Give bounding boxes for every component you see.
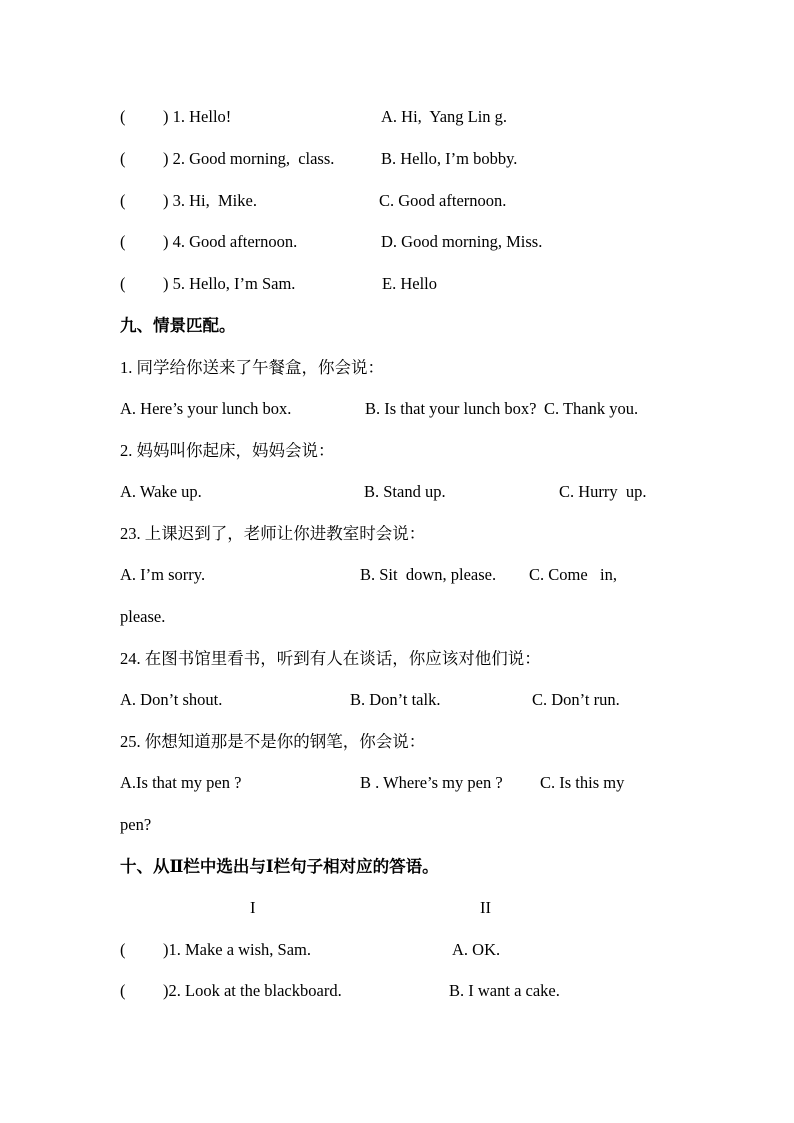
option-c: C. Come in, (529, 565, 618, 584)
option-c: C. Is this my (540, 773, 625, 792)
option-c: C. Thank you. (544, 399, 639, 418)
option-c: C. Hurry up. (559, 482, 647, 501)
option-a: A. Wake up. (120, 482, 202, 501)
option-b: B . Where’s my pen ? (360, 773, 503, 792)
answer-blank[interactable]: ( (120, 232, 126, 251)
option-continuation: pen? (120, 815, 152, 834)
question-text: )1. Make a wish, Sam. (163, 940, 312, 959)
option-b: B. Don’t talk. (350, 690, 441, 709)
section-10-heading: 十、从Ⅱ栏中选出与Ⅰ栏句子相对应的答语。 (120, 857, 439, 876)
column-1-header: I (250, 898, 256, 917)
option-text: B. I want a cake. (449, 981, 560, 1000)
question-text: ) 3. Hi, Mike. (163, 191, 257, 210)
question-text: ) 5. Hello, I’m Sam. (163, 274, 296, 293)
option-text: A. OK. (452, 940, 501, 959)
option-a: A.Is that my pen ? (120, 773, 242, 792)
option-b: B. Is that your lunch box? (365, 399, 537, 418)
option-text: A. Hi, Yang Lin g. (381, 107, 508, 126)
option-b: B. Stand up. (364, 482, 446, 501)
answer-blank[interactable]: ( (120, 149, 126, 168)
option-c: C. Don’t run. (532, 690, 620, 709)
option-b: B. Sit down, please. (360, 565, 497, 584)
option-a: A. I’m sorry. (120, 565, 206, 584)
question-prompt: 1. 同学给你送来了午餐盒，你会说： (120, 358, 384, 377)
question-prompt: 23. 上课迟到了，老师让你进教室时会说： (120, 524, 426, 543)
question-text: ) 1. Hello! (163, 107, 232, 126)
question-text: )2. Look at the blackboard. (163, 981, 342, 1000)
question-text: ) 4. Good afternoon. (163, 232, 298, 251)
answer-blank[interactable]: ( (120, 274, 126, 293)
answer-blank[interactable]: ( (120, 940, 126, 959)
question-text: ) 2. Good morning, class. (163, 149, 335, 168)
option-a: A. Here’s your lunch box. (120, 399, 292, 418)
question-prompt: 24. 在图书馆里看书，听到有人在谈话，你应该对他们说： (120, 649, 541, 668)
option-text: B. Hello, I’m bobby. (381, 149, 518, 168)
option-continuation: please. (120, 607, 166, 626)
option-text: C. Good afternoon. (379, 191, 507, 210)
answer-blank[interactable]: ( (120, 191, 126, 210)
answer-blank[interactable]: ( (120, 981, 126, 1000)
question-prompt: 2. 妈妈叫你起床，妈妈会说： (120, 441, 335, 460)
question-prompt: 25. 你想知道那是不是你的钢笔，你会说： (120, 732, 426, 751)
section-9-heading: 九、情景匹配。 (120, 316, 236, 335)
option-text: D. Good morning, Miss. (381, 232, 543, 251)
option-text: E. Hello (382, 274, 437, 293)
answer-blank[interactable]: ( (120, 107, 126, 126)
column-2-header: II (480, 898, 491, 917)
option-a: A. Don’t shout. (120, 690, 223, 709)
